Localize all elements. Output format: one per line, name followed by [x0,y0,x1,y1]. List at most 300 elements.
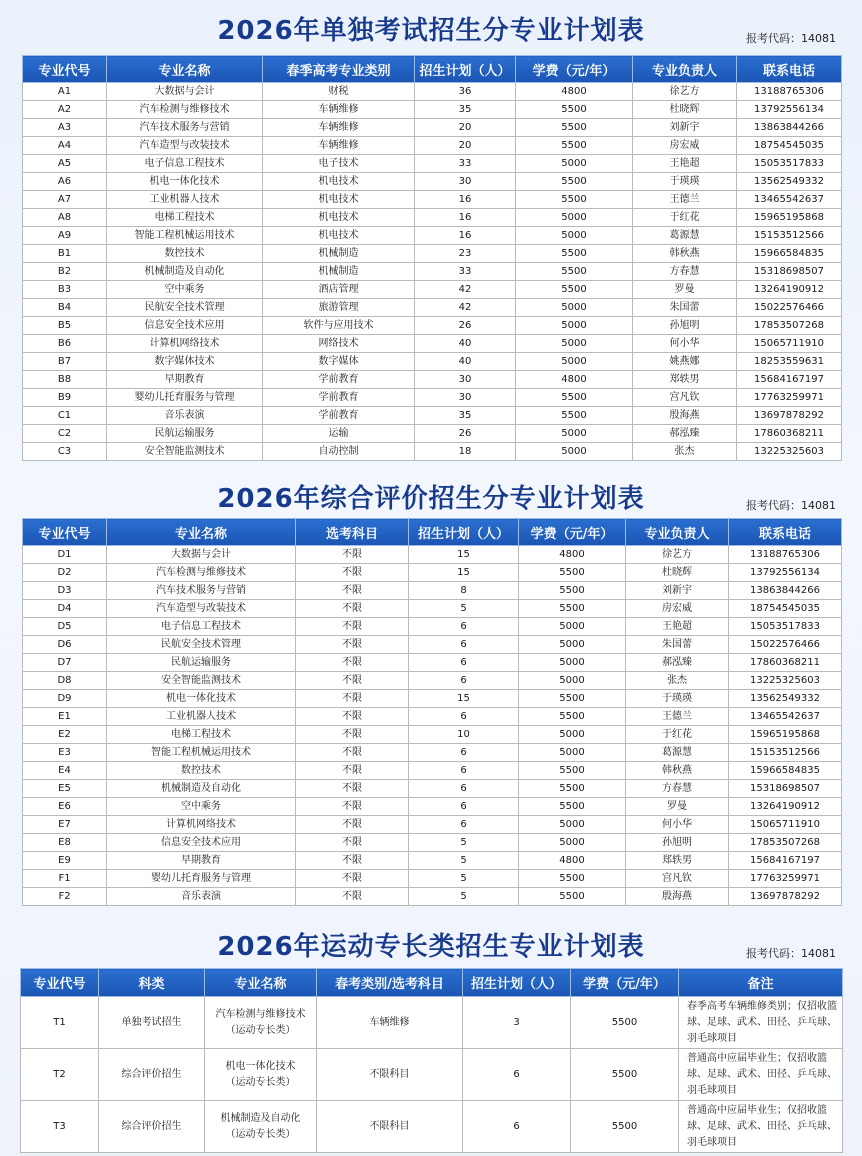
table-cell: 5000 [519,834,626,852]
column-header: 专业名称 [205,969,317,997]
table-cell: 不限 [296,600,409,618]
table-cell: 5000 [516,155,633,173]
table-cell: 电梯工程技术 [107,726,296,744]
table-cell: 孙旭明 [626,834,729,852]
table-cell: 15966584835 [729,762,842,780]
table-cell: 5 [409,834,519,852]
table-cell: 5 [409,600,519,618]
table-cell: 15684167197 [737,371,842,389]
table-cell: 音乐表演 [107,407,263,425]
table-cell: 6 [409,816,519,834]
table-cell: 王德兰 [626,708,729,726]
table-cell: 13188765306 [729,546,842,564]
table-cell: B5 [23,317,107,335]
table-cell: 计算机网络技术 [107,335,263,353]
table-cell: 13188765306 [737,83,842,101]
table-cell: 殷海燕 [626,888,729,906]
table-cell: 郝泓臻 [633,425,737,443]
table-cell: 不限 [296,672,409,690]
table-cell: D1 [23,546,107,564]
column-header: 招生计划（人） [415,56,516,83]
table-row [23,317,842,335]
table-cell: 韩秋燕 [626,762,729,780]
section1-code: 报考代码：14081 [746,32,836,45]
table-cell: 安全智能监测技术 [107,672,296,690]
table-row [23,335,842,353]
table-cell: 26 [415,317,516,335]
table-cell: 15318698507 [737,263,842,281]
table-cell: D6 [23,636,107,654]
table-row [23,888,842,906]
table-cell: 车辆维修 [263,137,415,155]
table-cell: D9 [23,690,107,708]
table-cell: D8 [23,672,107,690]
table-cell: 15318698507 [729,780,842,798]
table-cell: 学前教育 [263,371,415,389]
table-cell: 13697878292 [737,407,842,425]
table-cell: 刘新宇 [626,582,729,600]
table-cell: 罗曼 [633,281,737,299]
table-cell: 6 [409,618,519,636]
table-cell: 电子信息工程技术 [107,155,263,173]
table-cell: 5500 [516,173,633,191]
table-cell: 6 [409,708,519,726]
table-row [23,672,842,690]
table-cell: 殷海燕 [633,407,737,425]
table-row [23,564,842,582]
table-cell: 不限 [296,834,409,852]
table-cell: 数字媒体技术 [107,353,263,371]
table-cell: 13792556134 [737,101,842,119]
column-header: 专业负责人 [626,519,729,546]
table-cell: 15 [409,690,519,708]
table-cell: 17763259971 [729,870,842,888]
table-cell: 工业机器人技术 [107,708,296,726]
table-row [23,690,842,708]
table-cell: E7 [23,816,107,834]
table-row [23,654,842,672]
table-row [21,1049,843,1101]
table-cell: C1 [23,407,107,425]
table-cell: 早期教育 [107,371,263,389]
table-cell: 信息安全技术应用 [107,317,263,335]
table-cell: 机械制造及自动化 （运动专长类） [205,1101,317,1153]
table-cell: 35 [415,101,516,119]
table-cell: 5000 [516,335,633,353]
table-cell: 房宏威 [626,600,729,618]
table-cell: 不限 [296,888,409,906]
table-cell: 5500 [516,281,633,299]
table-cell: 不限 [296,564,409,582]
table-cell: 5500 [516,245,633,263]
table-cell: 4800 [516,83,633,101]
table-cell: 13264190912 [737,281,842,299]
table-cell: 智能工程机械运用技术 [107,227,263,245]
column-header: 联系电话 [737,56,842,83]
table-cell: 姚燕娜 [633,353,737,371]
table-cell: 26 [415,425,516,443]
table-cell: 5000 [519,618,626,636]
table-cell: 婴幼儿托育服务与管理 [107,389,263,407]
table-cell: 5 [409,870,519,888]
table-cell: 13792556134 [729,564,842,582]
table-cell: 5000 [519,654,626,672]
table-cell: 5500 [516,389,633,407]
table-cell: E8 [23,834,107,852]
table-row [23,137,842,155]
table-cell: 婴幼儿托育服务与管理 [107,870,296,888]
table-cell: 15022576466 [737,299,842,317]
table-row [23,816,842,834]
table-cell: A6 [23,173,107,191]
table-cell: 宫凡钦 [633,389,737,407]
table-cell: 电梯工程技术 [107,209,263,227]
table-cell: 张杰 [626,672,729,690]
table-cell: 杜晓辉 [626,564,729,582]
table-cell: 5500 [516,101,633,119]
table-cell: 不限 [296,654,409,672]
table-cell: 方春慧 [633,263,737,281]
table-cell: 17853507268 [737,317,842,335]
table-cell: 汽车造型与改装技术 [107,600,296,618]
table-cell: 17860368211 [737,425,842,443]
table-row [23,443,842,461]
table-cell: 10 [409,726,519,744]
table-cell: 6 [463,1049,571,1101]
table-cell: 6 [409,798,519,816]
table-cell: 不限 [296,852,409,870]
table-cell: 15965195868 [737,209,842,227]
table-comprehensive [22,518,842,906]
table-cell: 智能工程机械运用技术 [107,744,296,762]
table-cell: B8 [23,371,107,389]
section3-code: 报考代码：14081 [746,947,836,960]
table-row [23,600,842,618]
table-sports [20,968,843,1153]
table-cell: 机电技术 [263,227,415,245]
table-cell: 6 [409,762,519,780]
table-cell: 13697878292 [729,888,842,906]
table-row [23,852,842,870]
table-cell: 葛源慧 [626,744,729,762]
table-cell: 于红花 [633,209,737,227]
table-cell: 不限 [296,582,409,600]
table-cell: 30 [415,173,516,191]
table-cell: 不限科目 [317,1101,463,1153]
table-row [23,636,842,654]
table-cell: 汽车技术服务与营销 [107,119,263,137]
table-cell: 房宏威 [633,137,737,155]
table-row [23,726,842,744]
table-cell: 机电一体化技术 （运动专长类） [205,1049,317,1101]
table-cell: 春季高考车辆维修类别；仅招收篮球、足球、武术、田径、乒乓球、羽毛球项目 [679,997,843,1049]
table-cell: 5500 [571,1101,679,1153]
table-cell: 机电技术 [263,209,415,227]
table-cell: 16 [415,191,516,209]
table-cell: 徐艺方 [633,83,737,101]
table-cell: T2 [21,1049,99,1101]
table-cell: 何小华 [633,335,737,353]
table-cell: 18 [415,443,516,461]
table-cell: 电子信息工程技术 [107,618,296,636]
table-cell: 计算机网络技术 [107,816,296,834]
table-cell: 软件与应用技术 [263,317,415,335]
table-row [23,245,842,263]
table-cell: 不限 [296,618,409,636]
table-cell: 42 [415,299,516,317]
table-cell: 民航安全技术管理 [107,299,263,317]
table-cell: 35 [415,407,516,425]
table-row [23,798,842,816]
table-cell: A2 [23,101,107,119]
table-row [21,1101,843,1153]
table-cell: 5000 [519,672,626,690]
table-row [23,834,842,852]
section2-code: 报考代码：14081 [746,499,836,512]
table-cell: 15065711910 [737,335,842,353]
table-cell: 5500 [519,762,626,780]
table-row [23,389,842,407]
table-cell: 机电技术 [263,173,415,191]
table-cell: 4800 [519,546,626,564]
table-cell: A8 [23,209,107,227]
table-cell: 不限 [296,708,409,726]
table-row [23,101,842,119]
table-cell: 韩秋燕 [633,245,737,263]
table-cell: 汽车技术服务与营销 [107,582,296,600]
table-row [23,582,842,600]
table-cell: 15153512566 [729,744,842,762]
table-cell: E3 [23,744,107,762]
table-cell: 5000 [516,425,633,443]
column-header: 春季高考专业类别 [263,56,415,83]
table-row [23,281,842,299]
table-cell: 13465542637 [729,708,842,726]
table-cell: 6 [409,780,519,798]
table-cell: 不限 [296,636,409,654]
table-cell: 数控技术 [107,762,296,780]
table-cell: 财税 [263,83,415,101]
table-cell: 不限 [296,744,409,762]
table-cell: 普通高中应届毕业生；仅招收篮球、足球、武术、田径、乒乓球、羽毛球项目 [679,1049,843,1101]
table-cell: 于瑛瑛 [626,690,729,708]
table-cell: A1 [23,83,107,101]
table-cell: 郑轶男 [626,852,729,870]
table-cell: 5000 [516,317,633,335]
column-header: 专业名称 [107,56,263,83]
table-cell: 不限 [296,546,409,564]
table-cell: 5500 [516,263,633,281]
table-cell: 车辆维修 [317,997,463,1049]
table-row [23,119,842,137]
table-cell: 5500 [519,798,626,816]
table-cell: 13863844266 [729,582,842,600]
table-row [23,83,842,101]
table-cell: 汽车检测与维修技术 [107,101,263,119]
table-cell: 5500 [516,191,633,209]
table-row [23,870,842,888]
table-cell: 于红花 [626,726,729,744]
table-cell: 15065711910 [729,816,842,834]
table-cell: 于瑛瑛 [633,173,737,191]
table-single-exam [22,55,842,461]
table-cell: 5500 [516,407,633,425]
table-cell: 徐艺方 [626,546,729,564]
column-header: 专业代号 [21,969,99,997]
table-cell: 13863844266 [737,119,842,137]
table-cell: 18754545035 [729,600,842,618]
table-cell: 空中乘务 [107,798,296,816]
table-cell: 车辆维修 [263,119,415,137]
table-cell: C3 [23,443,107,461]
table-cell: 不限 [296,870,409,888]
table-cell: 民航安全技术管理 [107,636,296,654]
table-cell: 数控技术 [107,245,263,263]
table-cell: F2 [23,888,107,906]
table-cell: 罗曼 [626,798,729,816]
table-cell: 工业机器人技术 [107,191,263,209]
table-cell: 酒店管理 [263,281,415,299]
table-cell: 电子技术 [263,155,415,173]
table-cell: 17853507268 [729,834,842,852]
table-cell: 不限 [296,726,409,744]
table-cell: 不限 [296,690,409,708]
table-cell: 空中乘务 [107,281,263,299]
table-cell: 数字媒体 [263,353,415,371]
table-cell: 综合评价招生 [99,1049,205,1101]
column-header: 学费（元/年） [516,56,633,83]
table-cell: 5500 [519,582,626,600]
table-cell: 5500 [519,780,626,798]
table-cell: 不限 [296,780,409,798]
table-cell: 33 [415,155,516,173]
table-cell: 网络技术 [263,335,415,353]
table-cell: 汽车造型与改装技术 [107,137,263,155]
table-row [21,997,843,1049]
table-cell: 大数据与会计 [107,546,296,564]
table-cell: A5 [23,155,107,173]
section1-title: 2026年单独考试招生分专业计划表 [217,16,645,46]
table-cell: 大数据与会计 [107,83,263,101]
table-row [23,209,842,227]
table-cell: T3 [21,1101,99,1153]
table-cell: A3 [23,119,107,137]
table-cell: 5000 [519,816,626,834]
table-cell: A9 [23,227,107,245]
table-cell: 5500 [519,870,626,888]
table-cell: B1 [23,245,107,263]
table-cell: 20 [415,137,516,155]
table-cell: 宫凡钦 [626,870,729,888]
table-cell: 王艳超 [633,155,737,173]
table-cell: 汽车检测与维修技术 [107,564,296,582]
table-cell: 机械制造 [263,263,415,281]
table-cell: 15965195868 [729,726,842,744]
table-row [23,780,842,798]
table-cell: 6 [409,744,519,762]
table-cell: 不限 [296,798,409,816]
table-cell: 杜晓辉 [633,101,737,119]
table-cell: E4 [23,762,107,780]
table-cell: 音乐表演 [107,888,296,906]
table-cell: 车辆维修 [263,101,415,119]
table-cell: 5000 [519,726,626,744]
table-cell: 4800 [519,852,626,870]
table-cell: 郑轶男 [633,371,737,389]
table-cell: E6 [23,798,107,816]
table-cell: 机电一体化技术 [107,690,296,708]
table-cell: 5000 [516,299,633,317]
column-header: 科类 [99,969,205,997]
table-cell: A4 [23,137,107,155]
table-cell: 40 [415,335,516,353]
table-cell: 何小华 [626,816,729,834]
table-cell: 15053517833 [729,618,842,636]
table-cell: 15053517833 [737,155,842,173]
table-cell: 30 [415,389,516,407]
table-row [23,299,842,317]
table-row [23,371,842,389]
table-cell: B3 [23,281,107,299]
table-cell: E1 [23,708,107,726]
column-header: 学费（元/年） [571,969,679,997]
table-cell: 5500 [519,600,626,618]
table-cell: 5500 [519,690,626,708]
table-cell: 13264190912 [729,798,842,816]
table-cell: 朱国蕾 [633,299,737,317]
table-cell: E2 [23,726,107,744]
table-cell: 15153512566 [737,227,842,245]
table-cell: 不限科目 [317,1049,463,1101]
table-cell: 16 [415,227,516,245]
section3-title: 2026年运动专长类招生专业计划表 [217,932,645,962]
table-cell: 5500 [519,708,626,726]
table-cell: 民航运输服务 [107,425,263,443]
table-row [23,708,842,726]
table-cell: 5 [409,888,519,906]
table-cell: 5000 [516,443,633,461]
column-header: 招生计划（人） [409,519,519,546]
table-cell: 17860368211 [729,654,842,672]
table-cell: 朱国蕾 [626,636,729,654]
table-row [23,744,842,762]
table-cell: B6 [23,335,107,353]
table-cell: D5 [23,618,107,636]
table-cell: 安全智能监测技术 [107,443,263,461]
table-cell: 郝泓臻 [626,654,729,672]
table-cell: 15966584835 [737,245,842,263]
table-cell: 6 [409,636,519,654]
table-cell: 孙旭明 [633,317,737,335]
table-cell: 张杰 [633,443,737,461]
table-cell: 信息安全技术应用 [107,834,296,852]
table-cell: 综合评价招生 [99,1101,205,1153]
table-cell: 15022576466 [729,636,842,654]
table-cell: 23 [415,245,516,263]
table-cell: 6 [409,672,519,690]
table-row [23,155,842,173]
table-cell: 5000 [519,744,626,762]
table-cell: 学前教育 [263,407,415,425]
table-cell: B4 [23,299,107,317]
table-cell: D3 [23,582,107,600]
table-cell: 18253559631 [737,353,842,371]
table-cell: 5500 [516,137,633,155]
table-cell: 王德兰 [633,191,737,209]
table-cell: 民航运输服务 [107,654,296,672]
table-cell: 33 [415,263,516,281]
table-cell: 20 [415,119,516,137]
